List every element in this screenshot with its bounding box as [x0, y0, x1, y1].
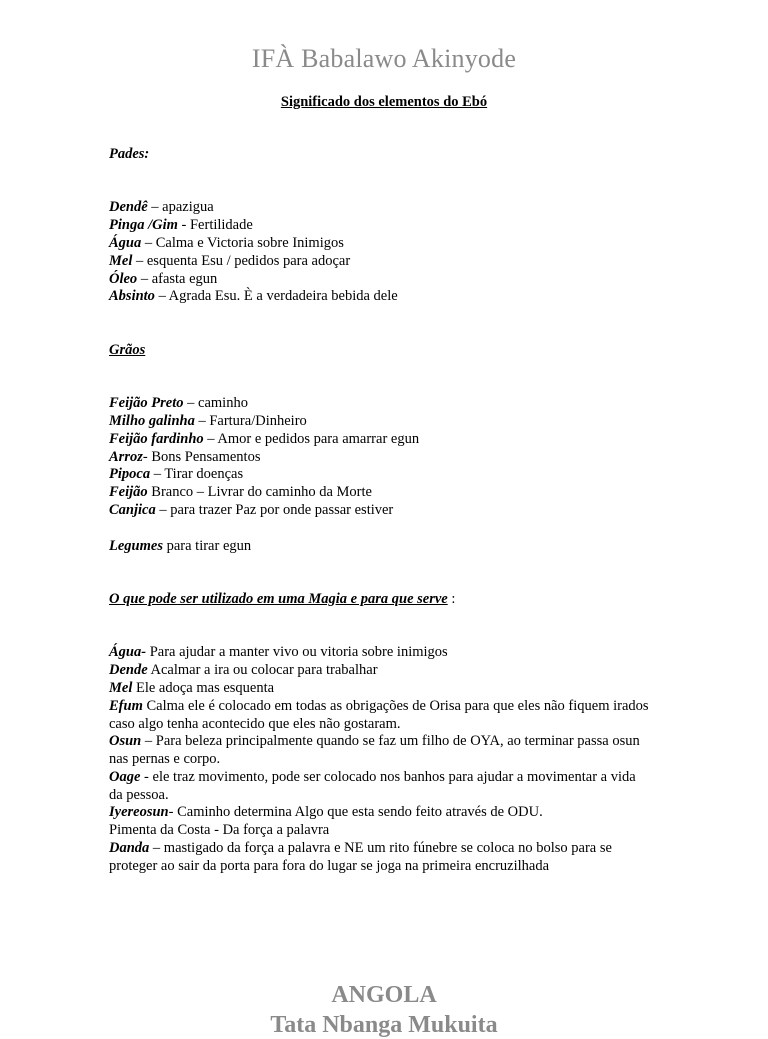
- item-separator: –: [149, 840, 164, 857]
- item-term: Pipoca: [109, 466, 151, 483]
- list-item-legumes: [109, 538, 649, 556]
- item-term: Milho galinha: [109, 412, 195, 429]
- item-description: caminho: [198, 395, 248, 412]
- item-separator: -: [168, 804, 178, 821]
- item-description: afasta egun: [151, 270, 218, 287]
- item-term: Osun: [109, 733, 142, 750]
- document-heading: Significado dos elementos do Ebó: [280, 94, 488, 110]
- item-separator: –: [150, 466, 165, 483]
- list-item: [109, 217, 649, 235]
- item-description: apazigua: [162, 199, 214, 216]
- item-term: Feijão: [109, 484, 148, 501]
- list-item: [109, 235, 649, 253]
- item-description: Fartura/Dinheiro: [209, 412, 307, 429]
- list-item: [109, 271, 649, 289]
- footer-subtitle: Tata Nbanga Mukuita: [270, 1012, 498, 1038]
- item-description: Tirar doenças: [164, 466, 244, 483]
- list-item: [109, 413, 649, 431]
- item-term: Mel: [109, 679, 133, 696]
- list-item: [109, 822, 649, 840]
- item-description: Acalmar a ira ou colocar para trabalhar: [150, 662, 378, 679]
- item-description: esquenta Esu / pedidos para adoçar: [146, 252, 351, 269]
- item-term: Pinga /Gim: [109, 217, 178, 234]
- item-description: Calma ele é colocado em todas as obrigações de Orisa para que eles não fiquem irados caso algo tenha acontecido que eles não gostaram.: [109, 697, 649, 732]
- list-item: [109, 733, 649, 769]
- item-term: Arroz: [109, 448, 143, 465]
- list-item: [109, 804, 649, 822]
- document-body: [109, 146, 649, 876]
- item-term: Mel: [109, 252, 133, 269]
- item-description: Amor e pedidos para amarrar egun: [217, 430, 420, 447]
- item-description: Branco – Livrar do caminho da Morte: [151, 484, 372, 501]
- list-item: [109, 662, 649, 680]
- item-description: Fertilidade: [189, 217, 253, 234]
- item-separator: –: [132, 252, 147, 269]
- list-item: [109, 769, 649, 805]
- item-term: Danda: [109, 840, 150, 857]
- graos-list: [109, 395, 649, 520]
- section-title-magia: O que pode ser utilizado em uma Magia e para que serve: [109, 590, 448, 607]
- item-separator: –: [141, 234, 156, 251]
- list-item: [109, 698, 649, 734]
- item-term: Dende: [109, 662, 148, 679]
- pades-list: [109, 199, 649, 306]
- item-term: Oage: [109, 768, 141, 785]
- item-description: Ele adoça mas esquenta: [135, 679, 275, 696]
- list-item: [109, 199, 649, 217]
- item-term: Efum: [109, 697, 143, 714]
- item-separator: -: [177, 217, 190, 234]
- list-item: [109, 449, 649, 467]
- item-term: Água: [109, 234, 142, 251]
- list-item: [109, 466, 649, 484]
- item-separator: –: [141, 733, 156, 750]
- section-title-graos: Grãos: [109, 341, 146, 358]
- item-separator: -: [140, 768, 153, 785]
- item-description: Pimenta da Costa - Da força a palavra: [109, 822, 330, 839]
- item-separator: –: [137, 270, 152, 287]
- list-item: [109, 644, 649, 662]
- section-title-pades: Pades:: [109, 146, 150, 162]
- item-term: Canjica: [109, 501, 156, 518]
- item-term: Dendê: [109, 199, 148, 216]
- item-description: para tirar egun: [166, 537, 252, 554]
- item-term: Feijão Preto: [109, 395, 184, 412]
- list-item: [109, 253, 649, 271]
- footer-title: ANGOLA: [331, 982, 437, 1008]
- item-separator: –: [203, 430, 218, 447]
- item-term: Água-: [109, 644, 147, 661]
- item-term: Absinto: [109, 288, 155, 305]
- item-separator: –: [194, 412, 210, 429]
- list-item: [109, 680, 649, 698]
- item-description: Para beleza principalmente quando se faz um filho de OYA, ao terminar passa osun nas pernas e corpo.: [109, 733, 640, 768]
- item-term: Iyereosun: [109, 804, 169, 821]
- item-description: mastigado da força a palavra e NE um rito fúnebre se coloca no bolso para se proteger ao sair da porta para fora do lugar se joga na primeira encruzilhada: [109, 840, 612, 874]
- list-item: [109, 484, 649, 502]
- item-separator: –: [155, 501, 171, 518]
- list-item: [109, 502, 649, 520]
- item-term: Feijão fardinho: [109, 430, 204, 447]
- item-term: Óleo: [109, 270, 138, 287]
- list-item: [109, 840, 649, 876]
- item-description: ele traz movimento, pode ser colocado nos banhos para ajudar a movimentar a vida da pessoa.: [109, 768, 636, 803]
- list-item: [109, 395, 649, 413]
- item-separator: –: [183, 395, 199, 412]
- section-title-magia-suffix: :: [447, 590, 456, 607]
- item-separator: -: [142, 448, 152, 465]
- item-description: Agrada Esu. È a verdadeira bebida dele: [168, 288, 398, 305]
- item-description: Calma e Victoria sobre Inimigos: [155, 234, 344, 251]
- item-separator: –: [147, 199, 163, 216]
- page-header-title: IFÀ Babalawo Akinyode: [251, 44, 517, 73]
- item-separator: –: [154, 288, 169, 305]
- item-description: para trazer Paz por onde passar estiver: [170, 501, 394, 518]
- item-description: Para ajudar a manter vivo ou vitoria sobre inimigos: [149, 644, 448, 661]
- item-term: Legumes: [109, 537, 163, 554]
- item-description: Caminho determina Algo que esta sendo feito através de ODU.: [177, 804, 543, 821]
- magia-list: [109, 644, 649, 875]
- list-item: [109, 431, 649, 449]
- item-description: Bons Pensamentos: [151, 448, 261, 465]
- list-item: [109, 288, 649, 306]
